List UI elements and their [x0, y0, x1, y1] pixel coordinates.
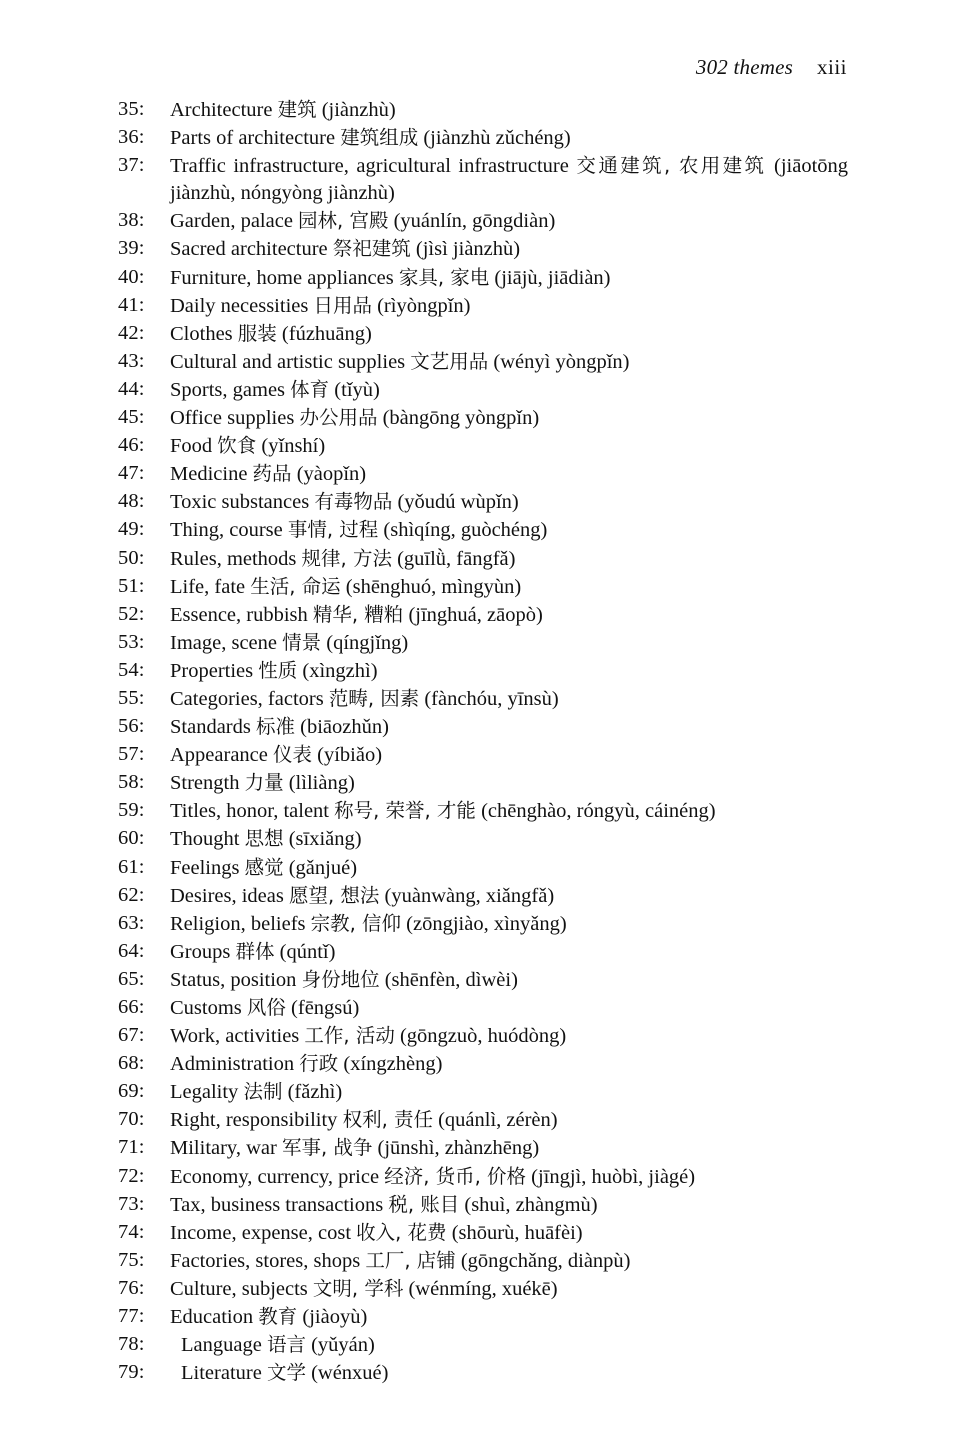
theme-text — [170, 741, 848, 769]
theme-entry — [118, 292, 848, 320]
theme-number: 65: — [118, 967, 145, 990]
theme-number: 52: — [118, 602, 145, 625]
theme-pinyin: (gōngchǎng, diànpù) — [460, 1249, 631, 1272]
theme-pinyin: (yǐnshí) — [261, 435, 326, 458]
theme-text — [170, 938, 848, 966]
theme-text — [170, 797, 848, 825]
theme-text — [170, 1022, 848, 1050]
theme-text — [170, 460, 848, 488]
theme-pinyin: (yǔyán) — [311, 1334, 375, 1357]
theme-text — [170, 320, 848, 348]
theme-text — [170, 825, 848, 853]
theme-pinyin: (yíbiǎo) — [317, 744, 383, 767]
theme-entry — [118, 1219, 848, 1247]
theme-english: Sports, games — [170, 378, 286, 401]
theme-text — [170, 376, 848, 404]
theme-number: 53: — [118, 630, 145, 653]
theme-pinyin: (wénxué) — [311, 1362, 389, 1385]
theme-text — [170, 348, 848, 376]
theme-entry — [118, 1303, 848, 1331]
theme-number: 74: — [118, 1220, 145, 1243]
theme-entry — [118, 657, 848, 685]
theme-chinese: 规律, 方法 — [301, 546, 392, 570]
theme-pinyin: (zōngjiào, xìnyǎng) — [406, 912, 567, 935]
theme-entry — [118, 882, 848, 910]
theme-entry — [118, 1331, 848, 1359]
theme-english: Status, position — [170, 968, 297, 991]
theme-text — [170, 124, 848, 152]
theme-english: Thought — [170, 828, 240, 851]
theme-number: 56: — [118, 715, 145, 738]
theme-text — [170, 432, 848, 460]
theme-entry — [118, 854, 848, 882]
theme-chinese: 经济, 货币, 价格 — [384, 1164, 526, 1188]
theme-number: 63: — [118, 911, 145, 934]
theme-pinyin: (jiàoyù) — [302, 1306, 368, 1329]
theme-english: Parts of architecture — [170, 127, 336, 150]
theme-english: Architecture — [170, 99, 273, 121]
theme-chinese: 生活, 命运 — [250, 574, 341, 598]
theme-english: Medicine — [170, 463, 248, 486]
running-head-title: 302 themes — [695, 55, 793, 79]
theme-number: 61: — [118, 855, 145, 878]
theme-english: Desires, ideas — [170, 884, 284, 907]
theme-entry — [118, 994, 848, 1022]
theme-entry — [118, 910, 848, 938]
theme-entry — [118, 629, 848, 657]
theme-entry — [118, 404, 848, 432]
theme-pinyin: (jiāotōng jiànzhù, nóngyòng jiànzhù) — [170, 155, 849, 205]
theme-number: 38: — [118, 209, 145, 232]
theme-chinese: 税, 账目 — [388, 1192, 460, 1216]
theme-english: Tax, business transactions — [170, 1193, 384, 1216]
theme-entry — [118, 1022, 848, 1050]
theme-chinese: 服装 — [237, 321, 277, 345]
theme-pinyin: (wénmíng, xuékē) — [408, 1277, 558, 1300]
theme-number: 64: — [118, 939, 145, 962]
theme-number: 37: — [118, 154, 145, 177]
theme-text — [170, 516, 848, 544]
theme-chinese: 工作, 活动 — [304, 1024, 395, 1048]
theme-english: Income, expense, cost — [170, 1221, 352, 1244]
theme-english: Feelings — [170, 856, 240, 879]
theme-english: Clothes — [170, 322, 233, 345]
theme-number: 77: — [118, 1305, 145, 1328]
theme-chinese: 体育 — [290, 377, 330, 401]
theme-text — [170, 685, 848, 713]
theme-pinyin: (bàngōng yòngpǐn) — [382, 407, 540, 430]
theme-text — [170, 264, 848, 292]
theme-english: Properties — [170, 659, 254, 682]
theme-chinese: 愿望, 想法 — [288, 883, 380, 907]
theme-english: Economy, currency, price — [170, 1165, 380, 1188]
theme-number: 41: — [118, 293, 145, 316]
theme-entry — [118, 152, 848, 207]
theme-english: Legality — [170, 1081, 239, 1104]
theme-pinyin: (guīlǜ, fāngfǎ) — [397, 547, 516, 570]
theme-entry — [118, 1163, 848, 1191]
theme-entry — [118, 1106, 848, 1134]
theme-entry — [118, 685, 848, 713]
theme-number: 48: — [118, 490, 145, 513]
theme-number: 67: — [118, 1024, 145, 1047]
theme-entry — [118, 124, 848, 152]
theme-pinyin: (qúntǐ) — [279, 940, 336, 963]
theme-pinyin: (shōurù, huāfèi) — [451, 1221, 583, 1244]
theme-number: 62: — [118, 883, 145, 906]
theme-chinese: 力量 — [244, 771, 284, 795]
theme-english: Office supplies — [170, 407, 295, 430]
theme-pinyin: (shuì, zhàngmù) — [464, 1193, 598, 1216]
theme-english: Appearance — [170, 744, 268, 767]
theme-number: 39: — [118, 237, 145, 260]
theme-number: 49: — [118, 518, 145, 541]
theme-entry — [118, 1191, 848, 1219]
theme-text — [170, 292, 848, 320]
theme-number: 69: — [118, 1080, 145, 1103]
theme-english: Work, activities — [170, 1025, 300, 1048]
theme-number: 59: — [118, 799, 145, 822]
theme-english: Literature — [181, 1362, 262, 1385]
theme-text — [170, 910, 848, 938]
theme-chinese: 收入, 花费 — [356, 1220, 447, 1244]
theme-entry — [118, 96, 848, 124]
theme-text — [170, 152, 848, 207]
theme-entry — [118, 348, 848, 376]
theme-chinese: 语言 — [266, 1333, 306, 1357]
theme-number: 55: — [118, 686, 145, 709]
theme-entry — [118, 320, 848, 348]
theme-number: 51: — [118, 574, 145, 597]
theme-text — [170, 207, 848, 235]
theme-english: Factories, stores, shops — [170, 1249, 361, 1272]
theme-pinyin: (yǒudú wùpǐn) — [397, 491, 519, 514]
theme-number: 42: — [118, 321, 145, 344]
theme-pinyin: (yuánlín, gōngdiàn) — [393, 210, 556, 233]
theme-text — [170, 713, 848, 741]
theme-entry — [118, 1275, 848, 1303]
theme-chinese: 感觉 — [244, 855, 284, 879]
theme-pinyin: (qíngjǐng) — [326, 631, 409, 654]
theme-pinyin: (fúzhuāng) — [281, 322, 372, 345]
theme-entry — [118, 1050, 848, 1078]
theme-chinese: 文明, 学科 — [312, 1276, 404, 1300]
theme-pinyin: (jiànzhù zǔchéng) — [423, 127, 571, 150]
theme-text — [170, 545, 848, 573]
theme-chinese: 称号, 荣誉, 才能 — [334, 799, 476, 823]
theme-english: Religion, beliefs — [170, 912, 306, 935]
theme-number: 35: — [118, 98, 145, 120]
theme-chinese: 家具, 家电 — [398, 265, 490, 289]
theme-pinyin: (jiājù, jiādiàn) — [494, 266, 611, 289]
theme-text — [170, 882, 848, 910]
theme-pinyin: (tǐyù) — [334, 378, 380, 401]
theme-chinese: 法制 — [243, 1080, 283, 1104]
theme-english: Image, scene — [170, 631, 277, 654]
theme-chinese: 日用品 — [313, 293, 372, 317]
theme-entry — [118, 769, 848, 797]
theme-pinyin: (jìsì jiànzhù) — [415, 238, 521, 261]
theme-chinese: 群体 — [235, 939, 275, 963]
theme-english: Strength — [170, 772, 240, 795]
theme-pinyin: (xìngzhì) — [302, 659, 378, 682]
theme-pinyin: (shēnfèn, dìwèi) — [384, 968, 518, 991]
theme-chinese: 有毒物品 — [314, 490, 393, 514]
theme-chinese: 交通建筑, 农用建筑 — [576, 154, 767, 178]
theme-english: Right, responsibility — [170, 1109, 338, 1132]
theme-text — [170, 404, 848, 432]
theme-number: 36: — [118, 126, 145, 149]
theme-text — [170, 966, 848, 994]
theme-number: 58: — [118, 771, 145, 794]
theme-pinyin: (fànchóu, yīnsù) — [424, 687, 559, 710]
theme-chinese: 范畴, 因素 — [328, 686, 420, 710]
theme-english: Administration — [170, 1053, 295, 1076]
theme-text — [170, 854, 848, 882]
theme-english: Toxic substances — [170, 491, 310, 514]
theme-chinese: 仪表 — [273, 743, 313, 767]
theme-english: Groups — [170, 940, 231, 963]
theme-chinese: 风俗 — [246, 996, 286, 1019]
theme-text — [170, 1078, 848, 1106]
theme-number: 54: — [118, 658, 145, 681]
theme-text — [170, 1050, 848, 1078]
theme-english: Education — [170, 1306, 254, 1329]
theme-chinese: 建筑 — [277, 98, 317, 121]
theme-pinyin: (biāozhǔn) — [300, 716, 389, 739]
theme-text — [170, 1191, 848, 1219]
theme-text — [170, 1275, 848, 1303]
theme-entry — [118, 1078, 848, 1106]
theme-chinese: 思想 — [244, 827, 284, 851]
theme-pinyin: (fēngsú) — [291, 997, 360, 1019]
theme-text — [170, 1331, 848, 1359]
theme-number: 66: — [118, 996, 145, 1018]
theme-number: 79: — [118, 1361, 145, 1384]
theme-text — [170, 657, 848, 685]
theme-text — [170, 573, 848, 601]
theme-entry — [118, 264, 848, 292]
theme-entry — [118, 966, 848, 994]
theme-english: Sacred architecture — [170, 238, 328, 261]
theme-english: Furniture, home appliances — [170, 266, 394, 289]
theme-number: 68: — [118, 1052, 145, 1075]
theme-text — [170, 1106, 848, 1134]
theme-chinese: 工厂, 店铺 — [365, 1248, 456, 1272]
theme-english: Garden, palace — [170, 210, 293, 233]
theme-entry — [118, 460, 848, 488]
theme-entry — [118, 825, 848, 853]
theme-english: Daily necessities — [170, 294, 309, 317]
theme-english: Titles, honor, talent — [170, 800, 330, 823]
theme-entry — [118, 488, 848, 516]
theme-list — [118, 96, 848, 1387]
theme-text — [170, 235, 848, 263]
theme-entry — [118, 432, 848, 460]
theme-number: 45: — [118, 406, 145, 429]
theme-pinyin: (gōngzuò, huódòng) — [399, 1025, 567, 1048]
theme-pinyin: (jiànzhù) — [321, 99, 396, 121]
theme-chinese: 情景 — [282, 630, 322, 654]
theme-english: Life, fate — [170, 575, 246, 598]
theme-chinese: 文艺用品 — [410, 349, 489, 373]
theme-pinyin: (gǎnjué) — [288, 856, 358, 879]
page-folio: xiii — [816, 55, 847, 79]
theme-text — [170, 601, 848, 629]
theme-english: Cultural and artistic supplies — [170, 350, 406, 373]
theme-chinese: 药品 — [252, 462, 292, 486]
theme-text — [170, 994, 848, 1022]
theme-chinese: 饮食 — [217, 434, 257, 458]
theme-english: Essence, rubbish — [170, 603, 308, 626]
running-head — [120, 54, 847, 80]
theme-chinese: 文学 — [266, 1361, 306, 1385]
theme-pinyin: (wényì yòngpǐn) — [493, 350, 630, 373]
theme-chinese: 权利, 责任 — [342, 1108, 433, 1132]
theme-english: Rules, methods — [170, 547, 297, 570]
theme-text — [170, 629, 848, 657]
theme-number: 70: — [118, 1108, 145, 1131]
theme-number: 47: — [118, 462, 145, 485]
theme-english: Traffic infrastructure, agricultural infrastructure — [170, 155, 569, 178]
theme-entry — [118, 207, 848, 235]
theme-pinyin: (xíngzhèng) — [343, 1053, 443, 1076]
theme-text — [170, 1219, 848, 1247]
theme-text — [170, 1247, 848, 1275]
theme-pinyin: (jīngjì, huòbì, jiàgé) — [531, 1165, 696, 1188]
theme-chinese: 建筑组成 — [340, 126, 419, 150]
theme-pinyin: (jūnshì, zhànzhēng) — [377, 1137, 540, 1160]
theme-entry — [118, 376, 848, 404]
theme-entry — [118, 1359, 848, 1387]
theme-chinese: 园林, 宫殿 — [298, 209, 389, 233]
theme-pinyin: (lìliàng) — [288, 772, 355, 795]
theme-entry — [118, 797, 848, 825]
theme-entry — [118, 713, 848, 741]
theme-number: 57: — [118, 743, 145, 766]
theme-entry — [118, 938, 848, 966]
theme-english: Customs — [170, 997, 242, 1019]
theme-entry — [118, 516, 848, 544]
theme-number: 75: — [118, 1248, 145, 1271]
theme-chinese: 标准 — [255, 715, 295, 739]
theme-entry — [118, 573, 848, 601]
theme-entry — [118, 545, 848, 573]
theme-number: 46: — [118, 434, 145, 457]
theme-text — [170, 1134, 848, 1162]
theme-pinyin: (sīxiǎng) — [288, 828, 362, 851]
theme-chinese: 精华, 糟粕 — [312, 602, 404, 626]
theme-number: 43: — [118, 349, 145, 372]
theme-number: 73: — [118, 1192, 145, 1215]
theme-number: 78: — [118, 1333, 145, 1356]
theme-text — [170, 1163, 848, 1191]
theme-text — [170, 96, 848, 124]
theme-pinyin: (chēnghào, róngyù, cáinéng) — [481, 800, 716, 823]
theme-english: Standards — [170, 716, 251, 739]
theme-english: Language — [181, 1334, 262, 1357]
theme-pinyin: (shìqíng, guòchéng) — [383, 519, 548, 542]
theme-pinyin: (shēnghuó, mìngyùn) — [345, 575, 522, 598]
theme-number: 76: — [118, 1276, 145, 1299]
theme-entry — [118, 1134, 848, 1162]
theme-entry — [118, 1247, 848, 1275]
theme-number: 44: — [118, 377, 145, 400]
theme-number: 60: — [118, 827, 145, 850]
theme-pinyin: (quánlì, zérèn) — [438, 1109, 558, 1132]
theme-text — [170, 769, 848, 797]
theme-text — [170, 488, 848, 516]
theme-chinese: 性质 — [258, 658, 298, 682]
theme-chinese: 祭祀建筑 — [332, 237, 411, 261]
theme-pinyin: (rìyòngpǐn) — [377, 294, 471, 317]
theme-chinese: 办公用品 — [299, 406, 378, 430]
theme-chinese: 身份地位 — [301, 967, 380, 991]
theme-english: Thing, course — [170, 519, 283, 542]
theme-number: 40: — [118, 265, 145, 288]
theme-english: Food — [170, 435, 213, 458]
theme-entry — [118, 235, 848, 263]
theme-pinyin: (jīnghuá, zāopò) — [408, 603, 543, 626]
theme-text — [170, 1303, 848, 1331]
theme-pinyin: (yàopǐn) — [296, 463, 367, 486]
theme-chinese: 事情, 过程 — [287, 518, 379, 542]
theme-entry — [118, 601, 848, 629]
theme-chinese: 军事, 战争 — [281, 1136, 373, 1160]
theme-chinese: 宗教, 信仰 — [310, 911, 402, 935]
theme-text — [170, 1359, 848, 1387]
theme-english: Military, war — [170, 1137, 277, 1160]
theme-chinese: 教育 — [258, 1305, 298, 1329]
theme-english: Culture, subjects — [170, 1277, 308, 1300]
theme-chinese: 行政 — [299, 1052, 339, 1076]
theme-number: 72: — [118, 1164, 145, 1187]
theme-number: 71: — [118, 1136, 145, 1159]
theme-pinyin: (yuànwàng, xiǎngfǎ) — [384, 884, 555, 907]
theme-pinyin: (fǎzhì) — [287, 1081, 343, 1104]
theme-number: 50: — [118, 546, 145, 569]
theme-entry — [118, 741, 848, 769]
theme-english: Categories, factors — [170, 687, 324, 710]
